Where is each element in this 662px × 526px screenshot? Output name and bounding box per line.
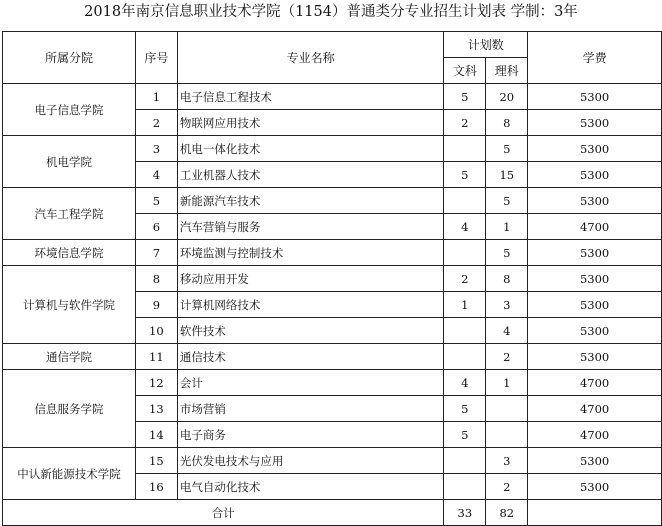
seq-cell: 15 — [135, 448, 177, 474]
major-cell: 电气自动化技术 — [177, 474, 444, 500]
fee-cell: 4700 — [528, 396, 662, 422]
arts-count-cell: 5 — [444, 422, 486, 448]
seq-cell: 10 — [135, 318, 177, 344]
college-cell: 通信学院 — [3, 344, 136, 370]
college-cell: 环境信息学院 — [3, 240, 136, 266]
major-cell: 软件技术 — [177, 318, 444, 344]
fee-cell: 5300 — [528, 110, 662, 136]
science-count-cell: 1 — [486, 370, 528, 396]
science-count-cell: 2 — [486, 474, 528, 500]
table-row — [3, 370, 662, 396]
total-fee — [528, 500, 662, 526]
seq-cell: 2 — [135, 110, 177, 136]
major-cell: 光伏发电技术与应用 — [177, 448, 444, 474]
science-count-cell: 3 — [486, 292, 528, 318]
arts-count-cell: 4 — [444, 214, 486, 240]
header-major: 专业名称 — [177, 32, 444, 84]
arts-count-cell: 1 — [444, 292, 486, 318]
fee-cell: 5300 — [528, 344, 662, 370]
seq-cell: 11 — [135, 344, 177, 370]
fee-cell: 4700 — [528, 370, 662, 396]
college-cell: 信息服务学院 — [3, 370, 136, 448]
arts-count-cell — [444, 448, 486, 474]
header-arts: 文科 — [444, 58, 486, 84]
fee-cell: 5300 — [528, 292, 662, 318]
total-row — [3, 500, 662, 526]
seq-cell: 5 — [135, 188, 177, 214]
major-cell: 工业机器人技术 — [177, 162, 444, 188]
major-cell: 新能源汽车技术 — [177, 188, 444, 214]
table-row — [3, 136, 662, 162]
major-cell: 计算机网络技术 — [177, 292, 444, 318]
science-count-cell: 1 — [486, 214, 528, 240]
seq-cell: 1 — [135, 84, 177, 110]
arts-count-cell — [444, 344, 486, 370]
table-row — [3, 188, 662, 214]
fee-cell: 5300 — [528, 162, 662, 188]
fee-cell: 5300 — [528, 188, 662, 214]
science-count-cell: 15 — [486, 162, 528, 188]
page-title: 2018年南京信息职业技术学院（1154）普通类分专业招生计划表 学制：3年 — [84, 4, 578, 20]
fee-cell: 5300 — [528, 448, 662, 474]
arts-count-cell: 2 — [444, 110, 486, 136]
fee-cell: 5300 — [528, 84, 662, 110]
total-label: 合计 — [3, 500, 444, 526]
fee-cell: 5300 — [528, 318, 662, 344]
enrollment-plan-table — [2, 31, 662, 526]
science-count-cell: 8 — [486, 110, 528, 136]
college-cell: 计算机与软件学院 — [3, 266, 136, 344]
seq-cell: 7 — [135, 240, 177, 266]
table-row — [3, 84, 662, 110]
major-cell: 会计 — [177, 370, 444, 396]
science-count-cell: 5 — [486, 240, 528, 266]
major-cell: 机电一体化技术 — [177, 136, 444, 162]
seq-cell: 6 — [135, 214, 177, 240]
header-college: 所属分院 — [3, 32, 136, 84]
seq-cell: 8 — [135, 266, 177, 292]
header-fee: 学费 — [528, 32, 662, 84]
college-cell: 中认新能源技术学院 — [3, 448, 136, 500]
header-science: 理科 — [486, 58, 528, 84]
major-cell: 汽车营销与服务 — [177, 214, 444, 240]
arts-count-cell: 2 — [444, 266, 486, 292]
science-count-cell: 3 — [486, 448, 528, 474]
seq-cell: 16 — [135, 474, 177, 500]
fee-cell: 5300 — [528, 240, 662, 266]
table-row — [3, 266, 662, 292]
arts-count-cell: 5 — [444, 396, 486, 422]
seq-cell: 4 — [135, 162, 177, 188]
major-cell: 通信技术 — [177, 344, 444, 370]
major-cell: 物联网应用技术 — [177, 110, 444, 136]
science-count-cell: 5 — [486, 136, 528, 162]
arts-count-cell: 4 — [444, 370, 486, 396]
major-cell: 环境监测与控制技术 — [177, 240, 444, 266]
arts-count-cell — [444, 240, 486, 266]
fee-cell: 5300 — [528, 474, 662, 500]
total-arts: 33 — [444, 500, 486, 526]
college-cell: 机电学院 — [3, 136, 136, 188]
college-cell: 汽车工程学院 — [3, 188, 136, 240]
table-row — [3, 448, 662, 474]
seq-cell: 12 — [135, 370, 177, 396]
arts-count-cell — [444, 318, 486, 344]
science-count-cell: 20 — [486, 84, 528, 110]
arts-count-cell: 5 — [444, 162, 486, 188]
science-count-cell — [486, 422, 528, 448]
seq-cell: 13 — [135, 396, 177, 422]
seq-cell: 14 — [135, 422, 177, 448]
arts-count-cell — [444, 474, 486, 500]
science-count-cell: 2 — [486, 344, 528, 370]
total-science: 82 — [486, 500, 528, 526]
table-row — [3, 344, 662, 370]
header-plan: 计划数 — [444, 32, 528, 58]
major-cell: 市场营销 — [177, 396, 444, 422]
fee-cell: 5300 — [528, 136, 662, 162]
header-seq: 序号 — [135, 32, 177, 84]
seq-cell: 3 — [135, 136, 177, 162]
table-row — [3, 240, 662, 266]
science-count-cell: 5 — [486, 188, 528, 214]
major-cell: 电子商务 — [177, 422, 444, 448]
arts-count-cell: 5 — [444, 84, 486, 110]
fee-cell: 4700 — [528, 422, 662, 448]
science-count-cell: 4 — [486, 318, 528, 344]
major-cell: 移动应用开发 — [177, 266, 444, 292]
science-count-cell — [486, 396, 528, 422]
science-count-cell: 8 — [486, 266, 528, 292]
major-cell: 电子信息工程技术 — [177, 84, 444, 110]
fee-cell: 5300 — [528, 266, 662, 292]
seq-cell: 9 — [135, 292, 177, 318]
college-cell: 电子信息学院 — [3, 84, 136, 136]
fee-cell: 4700 — [528, 214, 662, 240]
header-row — [3, 32, 662, 58]
arts-count-cell — [444, 188, 486, 214]
arts-count-cell — [444, 136, 486, 162]
